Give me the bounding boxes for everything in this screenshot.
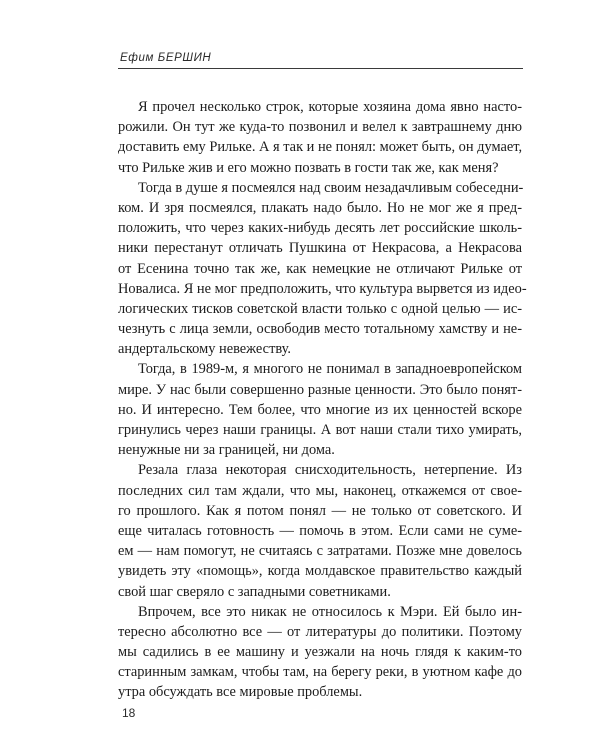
- header-rule: [118, 68, 523, 69]
- page-number: 18: [122, 706, 136, 720]
- paragraph: [118, 97, 522, 178]
- text-line: доставить ему Рильке. А я так и не понял: может быть, он думает,: [118, 139, 523, 156]
- text-line: от Есенина точно так же, как немецкие не отличают Рильке от: [118, 260, 522, 277]
- text-line: Я прочел несколько строк, которые хозяина дома явно насто-: [138, 99, 522, 115]
- text-line: последних сил там ждали, что мы, наконец, откажемся от свое-: [118, 482, 522, 499]
- text-line: увидеть эту «помощь», когда молдавское правительство каждый: [118, 563, 522, 580]
- text-line: но. И интересно. Тем более, что многие из их ценностей вскоре: [118, 401, 522, 418]
- text-line: Резала глаза некоторая снисходительность, нетерпение. Из: [138, 462, 522, 479]
- text-line: что Рильке жив и его можно позвать в гости так же, как меня?: [118, 159, 499, 176]
- paragraph: [118, 359, 522, 460]
- text-line: положить, что через каких-нибудь десять лет российские школь-: [118, 220, 522, 237]
- body-text: [118, 97, 527, 703]
- text-line: Тогда, в 1989-м, я многого не понимал в западноевропейском: [138, 361, 522, 378]
- text-line: рожили. Он тут же куда-то позвонил и велел к завтрашнему дню: [118, 119, 522, 136]
- paragraph: [118, 602, 522, 703]
- text-line: Тогда в душе я посмеялся над своим незадачливым собеседни-: [138, 179, 524, 196]
- text-line: андертальскому невежеству.: [118, 341, 292, 358]
- text-line: еще читалась готовность — помочь в этом. Если сами не суме-: [118, 522, 522, 539]
- text-line: утра обсуждать все мировые проблемы.: [118, 684, 363, 701]
- text-line: Впрочем, все это никак не относилось к Мэри. Ей было ин-: [138, 603, 522, 620]
- paragraph: [118, 460, 522, 601]
- running-head: Ефим БЕРШИН: [120, 52, 212, 64]
- text-line: ком. И зря посмеялся, плакать надо было. Но не мог же я пред-: [118, 199, 522, 216]
- text-line: го прошлого. Как я потом понял — не только от советского. И: [118, 502, 522, 519]
- text-line: свой шаг сверяло с западными советниками.: [118, 583, 391, 600]
- text-line: мы садились в ее машину и уезжали на ночь глядя к каким-то: [118, 644, 522, 661]
- text-line: ем — нам помогут, не считаясь с затратами. Позже мне довелось: [118, 543, 522, 560]
- text-line: чезнуть с лица земли, освободив место тотальному хамству и не-: [118, 321, 522, 338]
- text-line: ники перестанут отличать Пушкина от Некрасова, а Некрасова: [118, 240, 522, 257]
- text-line: Новалиса. Я не мог предположить, что культура вырвется из идео-: [118, 280, 527, 297]
- text-line: логических тисков советской власти только с одной целью — ис-: [118, 300, 522, 317]
- text-line: старинным замкам, чтобы там, на берегу реки, в уютном кафе до: [118, 664, 522, 681]
- text-line: ненужные ни за границей, ни дома.: [118, 442, 335, 459]
- text-line: гринулись через наши границы. А вот наши стали тихо умирать,: [118, 422, 522, 438]
- text-line: тересно абсолютно все — от литературы до политики. Поэтому: [118, 623, 522, 640]
- text-line: мире. У нас были совершенно разные ценности. Это было понят-: [118, 381, 522, 398]
- paragraph: [118, 178, 527, 360]
